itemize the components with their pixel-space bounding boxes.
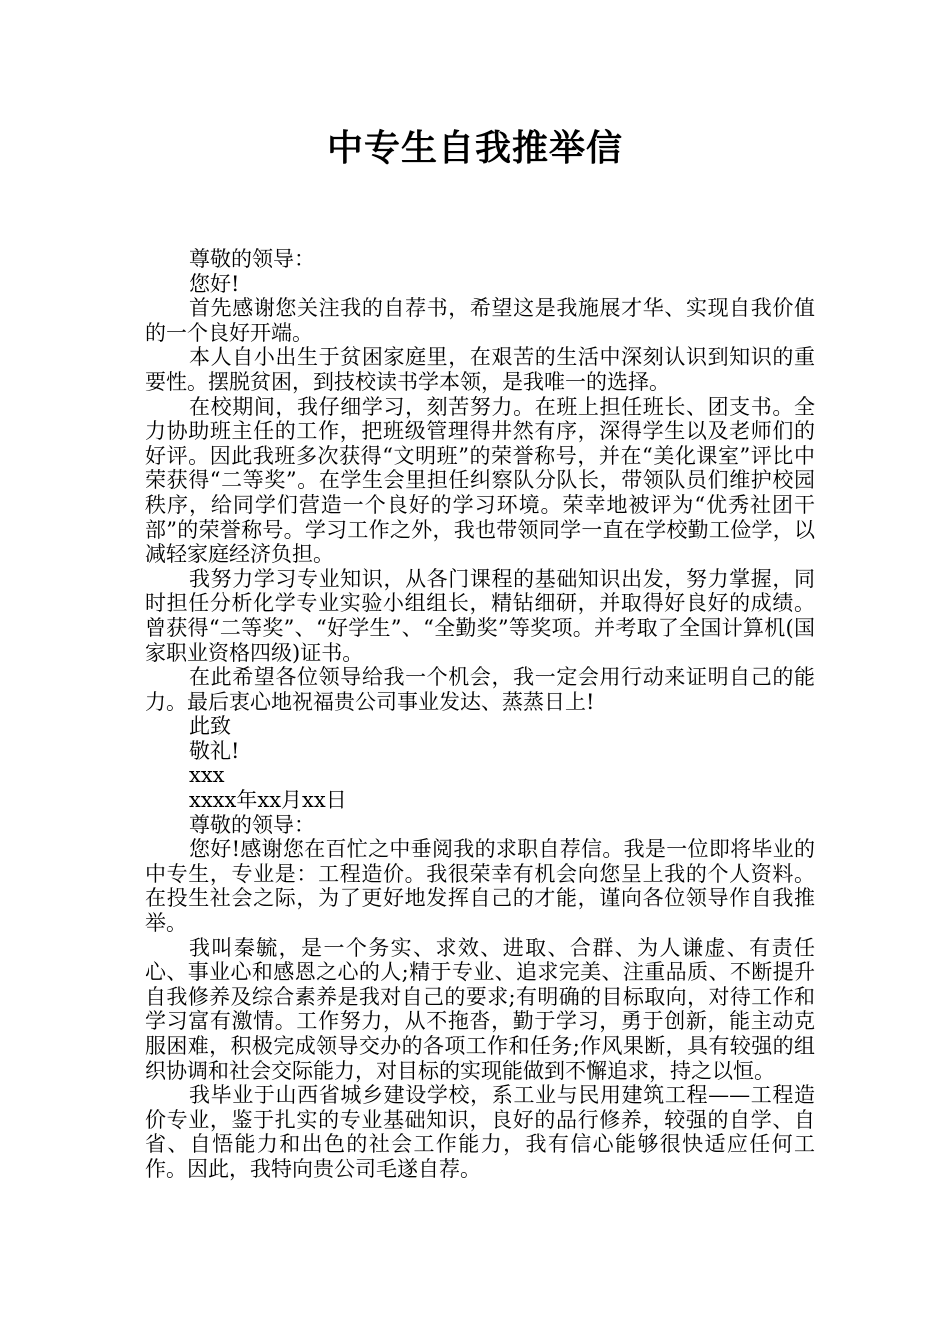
letter-body <box>145 247 815 1182</box>
closing-cizhi: 此致 <box>189 714 231 739</box>
greeting-1: 您好! <box>189 271 240 296</box>
salutation-2: 尊敬的领导： <box>189 812 315 837</box>
signature-date: xxxx年xx月xx日 <box>189 788 347 813</box>
paragraph-intro: 首先感谢您关注我的自荐书，希望这是我施展才华、实现自我价值的一个良好开端。 <box>145 296 815 345</box>
paragraph-self-description: 我叫秦毓，是一个务实、求效、进取、合群、为人谦虚、有责任心、事业心和感恩之心的人;精于专业、追求完美、注重品质、不断提升自我修养及综合素养是我对自己的要求;有明确的目标取向，对待工作和学习富有激情。工作努力，从不拖沓，勤于学习，勇于创新，能主动克服困难，积极完成领导交办的各项工作和任务;作风果断，具有较强的组织协调和社会交际能力，对目标的实现能做到不懈追求，持之以恒。 <box>145 935 815 1083</box>
document-title: 中专生自我推举信 <box>326 128 623 169</box>
signature-name: xxx <box>189 763 225 788</box>
salutation-1: 尊敬的领导： <box>189 247 315 271</box>
paragraph-closing-wish: 在此希望各位领导给我一个机会，我一定会用行动来证明自己的能力。最后衷心地祝福贵公司事业发达、蒸蒸日上! <box>145 665 815 714</box>
paragraph-study: 我努力学习专业知识，从各门课程的基础知识出发，努力掌握，同时担任分析化学专业实验小组组长，精钻细研，并取得好良好的成绩。曾获得“二等奖”、“好学生”、“全勤奖”等奖项。并考取了全国计算机(国家职业资格四级)证书。 <box>145 566 815 665</box>
paragraph-school-activities: 在校期间，我仔细学习，刻苦努力。在班上担任班长、团支书。全力协助班主任的工作，把班级管理得井然有序，深得学生以及老师们的好评。因此我班多次获得“文明班”的荣誉称号，并在“美化课室”评比中荣获得“二等奖”。在学生会里担任纠察队分队长，带领队员们维护校园秩序，给同学们营造一个良好的学习环境。荣幸地被评为“优秀社团干部”的荣誉称号。学习工作之外，我也带领同学一直在学校勤工俭学，以减轻家庭经济负担。 <box>145 394 815 567</box>
paragraph-background: 本人自小出生于贫困家庭里，在艰苦的生活中深刻认识到知识的重要性。摆脱贫困，到技校读书学本领，是我唯一的选择。 <box>145 345 815 394</box>
paragraph-second-intro: 您好!感谢您在百忙之中垂阅我的求职自荐信。我是一位即将毕业的中专生，专业是：工程造价。我很荣幸有机会向您呈上我的个人资料。在投生社会之际，为了更好地发挥自己的才能，谨向各位领导作自我推举。 <box>145 837 815 936</box>
closing-jingli: 敬礼! <box>189 738 240 763</box>
paragraph-graduation: 我毕业于山西省城乡建设学校，系工业与民用建筑工程——工程造价专业，鉴于扎实的专业基础知识，良好的品行修养，较强的自学、自省、自悟能力和出色的社会工作能力，我有信心能够很快适应任何工作。因此，我特向贵公司毛遂自荐。 <box>145 1083 815 1181</box>
